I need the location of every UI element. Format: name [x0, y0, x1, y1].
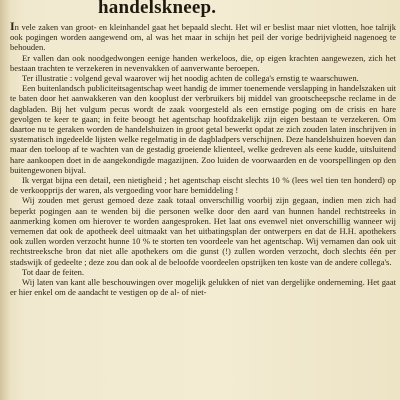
paragraph-3: Ter illustratie : volgend geval waarover wij het noodig achten de collega's ernstig te waarschuwen.: [22, 73, 359, 84]
paragraph-2: Er vallen dan ook noodgedwongen eenige handen werkeloos, die, op eigen krachten aangewezen, zich het bestaan trachten te verzekeren in nevenvakken of aanverwante beroepen.: [10, 52, 396, 73]
page-gutter-shadow: [0, 0, 10, 400]
paragraph-6: Wij zouden met gerust gemoed deze zaak totaal onverschillig voorbij zijn gegaan, indien men zich had beperkt pogingen aan te wenden bij die personen welke door den aard van hunnen handel rechtstreeks in aanmerking komen om hierover te worden aangesproken. Het laat ons evenwel niet onverschillig wanneer wij vernemen dat ook de apotheek deel uitmaakt van het uitbatingsplan der ontwerpers en dat de H.H. apothekers ook zullen worden verzocht hunne 10 % te storten ten voordeele van het agentschap. Wij vernamen dan ook uit rechtstreeksche bron dat niet alle apothekers om die gunst (!) zullen worden verzocht, doch slechts één per stadswijk of gedeelte ; deze zou dan ook al de beloofde voordeelen opstrijken ten koste van de andere collega's.: [10, 195, 396, 267]
article-heading: handelskneep.: [98, 0, 217, 18]
paragraph-5: Ik vergat bijna een detail, een nietigheid ; het agentschap eischt slechts 10 % (lees wel tien ten honderd) op de verkoopprijs der waren, als vergoeding voor hare bemiddeling !: [10, 175, 396, 196]
text-column: [10, 0, 396, 400]
paragraph-4: Een buitenlandsch publiciteitsagentschap weet handig de immer toenemende verslapping in handelszaken uit te baten door het aanwakkeren van den kooplust der verbruikers bij middel van grootscheepsche reclame in de dagbladen. Bij het vulgum pecus wordt de zaak voorgesteld als een ernstige poging om de crisis en hare gevolgen te keer te gaan; in feite beoogt het agentschap hoofdzakelijk zijn eigen bestaan te verzekeren. Om daartoe nu te geraken worden de handelshuizen in groot getal bewerkt opdat ze zich zouden laten inschrijven in systematisch ingedeelde lijsten welke regelmatig in de dagbladpers verschijnen. Deze handelshuizen hoeven dan maar den toeloop af te wachten van de gestadig groeiende klienteel, welke gedreven als eene kudde, uitsluitend hare aankoopen doet in de aangekondigde magazijnen. Zoo luiden de voorwaarden en de voorspellingen op den buitengewonen bijval.: [10, 83, 396, 175]
paragraph-8: Wij laten van kant alle beschouwingen over mogelijk gelukken of niet van dergelijke onderneming. Het gaat er hier enkel om de aandacht te vestigen op de al- of niet-: [10, 277, 396, 298]
drop-cap: I: [10, 19, 15, 33]
paragraph-7: Tot daar de feiten.: [22, 266, 85, 277]
article-body: [10, 19, 396, 298]
paragraph-1-text: n vele zaken van groot- en kleinhandel gaat het bepaald slecht. Het wil er beslist maar niet vlotten, hoe talrijk ook pogingen worden aangewend om, al was het maar in schijn het peil der vorige bedrijvigheid nagenoeg te behouden.: [10, 22, 396, 53]
paragraph-1: [10, 19, 396, 53]
